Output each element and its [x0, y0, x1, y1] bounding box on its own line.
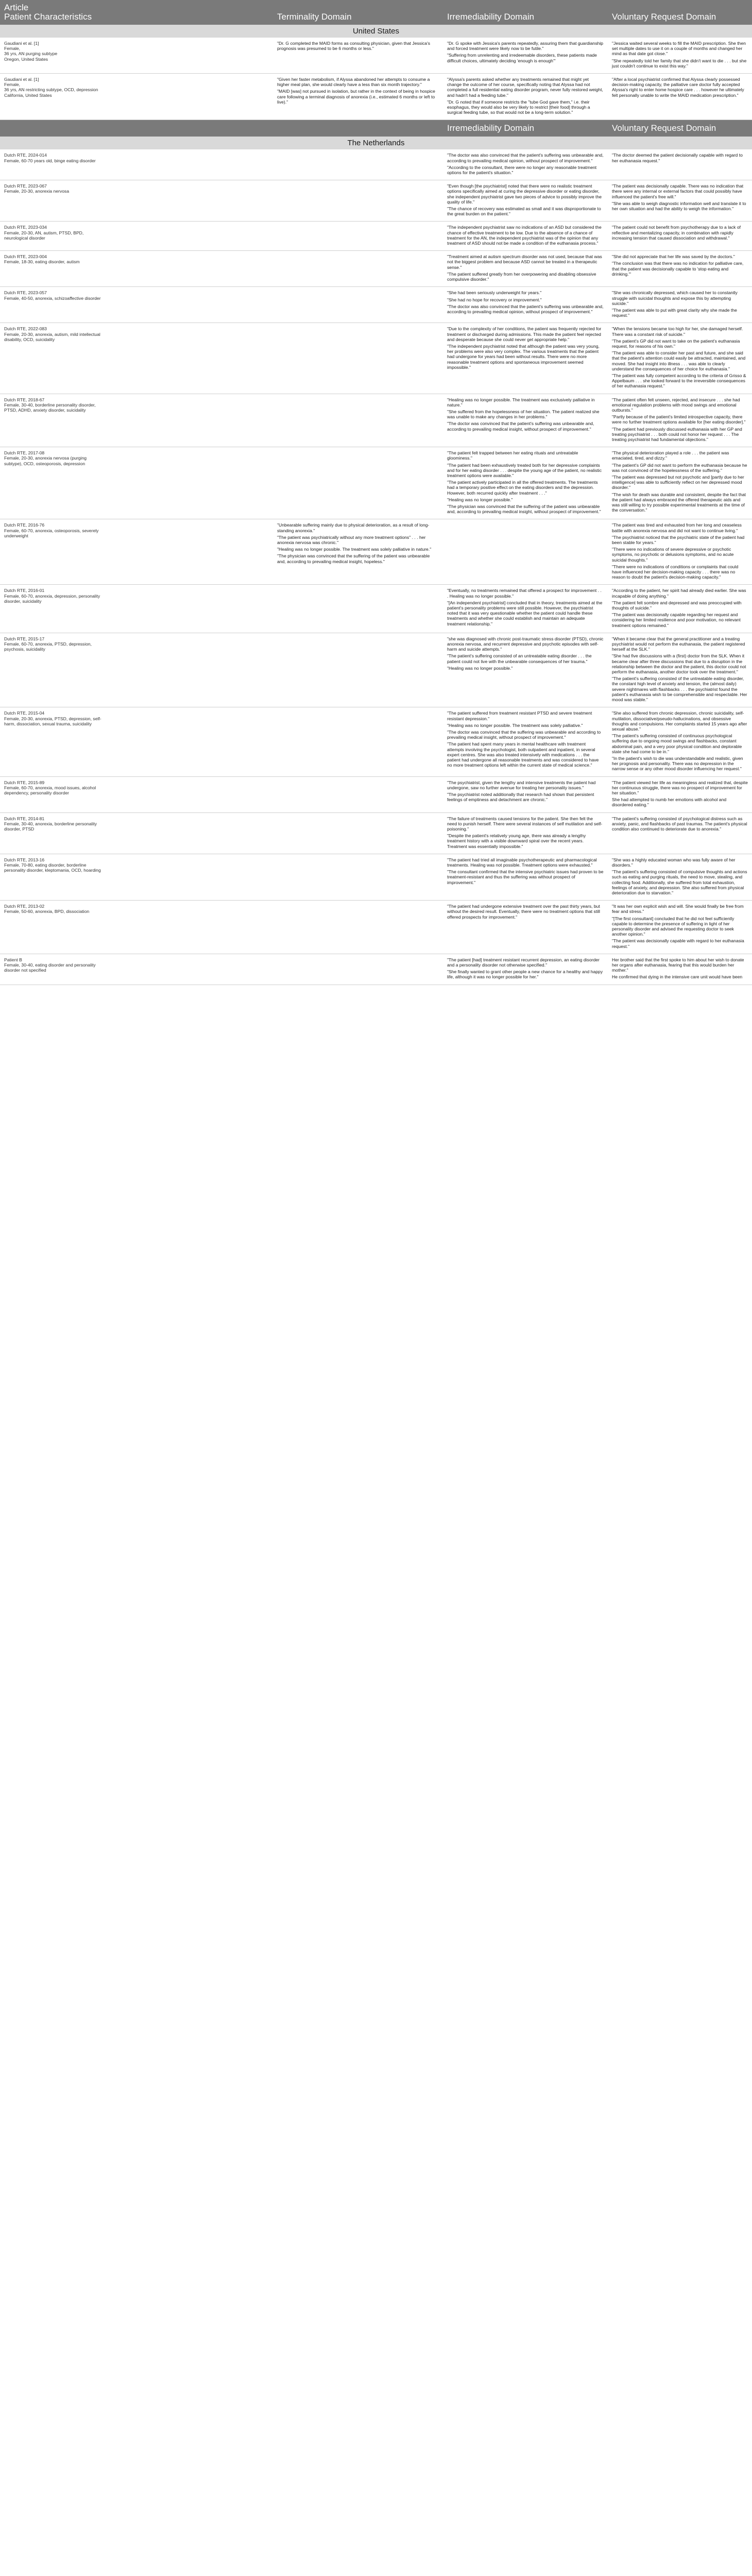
- voluntary-cell: [608, 854, 752, 900]
- characteristics-text: Female, 60-70, anorexia, PTSD, depression, psychosis, suicidality: [4, 641, 92, 652]
- article-citation: Dutch RTE, 2015-17: [4, 636, 45, 641]
- quote: "She had been seriously underweight for years.": [447, 290, 542, 296]
- article-citation: Dutch RTE, 2014-81: [4, 816, 45, 821]
- irremediability-cell: [443, 633, 608, 707]
- quote: "There were no indications of severe depressive or psychotic symptoms, no psychotic or delusions symptoms, and no acute suicidal thoughts.": [612, 547, 734, 563]
- blank-cell: [108, 149, 273, 180]
- blank-cell: [108, 38, 273, 74]
- patient-characteristics: [0, 323, 108, 394]
- quote: "After a local psychiatrist confirmed that Alyssa clearly possessed decision-making capacity, the palliative care doctor fully accepted Alyssa's right to enter home hospice care . . . however he ultimately felt personally unable to write the MAID medication prescription.": [612, 77, 744, 98]
- quote: "The patient's suffering consisted of the untreatable eating disorder, the constant high level of anxiety and tension, the (almost daily) severe nightmares with flashbacks . . . the psychiatrist found the patient's euthanasia wish to be comprehensible and respectable. Her mood was stable.": [612, 676, 747, 703]
- quote: "The patient's suffering consisted of compulsive thoughts and actions such as eating and purging rituals, the need to move, stealing, and collecting food. Additionally, she suffered from total exhaustion, feelings of anxiety, and depression. She also suffered from physical deterioration due to starvation.": [612, 869, 747, 895]
- irremediability-cell: [443, 222, 608, 251]
- terminality-cell: [273, 447, 443, 519]
- characteristics-text: Female, 20-30, anorexia, PTSD, depression, self-harm, dissociation, sexual trauma, suicidality: [4, 716, 101, 726]
- terminality-cell: [273, 901, 443, 954]
- characteristics-text: Female, 40-50, anorexia, schizoaffective disorder: [4, 295, 101, 301]
- quote: "The patient actively participated in all the offered treatments. The treatments had a temporary positive effect on the eating disorders and the depression. However, both recurred quickly after treatment . . .": [447, 480, 598, 496]
- quote: "She had no hope for recovery or improvement.": [447, 297, 542, 302]
- quote: "The patient viewed her life as meaningless and realized that, despite her continuous struggle, there was no prospect of improvement for her situation.": [612, 779, 748, 795]
- terminality-cell: [273, 38, 443, 74]
- quote: "The patient had undergone extensive treatment over the past thirty years, but without the desired result. Eventually, there were no treatment options that still offered prospects for improvement.": [447, 904, 600, 920]
- blank-cell: [108, 519, 273, 585]
- table-row: [0, 74, 752, 120]
- quote: "she was diagnosed with chronic post-traumatic stress disorder (PTSD), chronic anorexia nervosa, and recurrent depressive and psychotic episodes with self-harm and suicide attempts.": [447, 636, 604, 652]
- quote: "She was a highly educated woman who was fully aware of her disorders.": [612, 857, 736, 868]
- characteristics-text: Female, 30-40, borderline personality disorder, PTSD, ADHD, anxiety disorder, suicidality: [4, 402, 96, 413]
- terminality-cell: [273, 323, 443, 394]
- terminality-cell: [273, 287, 443, 323]
- quote: "The independent psychiatrist saw no indications of an ASD but considered the chance of effective treatment to be low. Due to the absence of a chance of treatment for the AN, the independent psychiatrist was of the opinion that any treatment of ASD should not be made a condition of the euthanasia process.": [447, 225, 602, 246]
- irremediability-cell: [443, 74, 608, 120]
- blank-cell: [108, 180, 273, 222]
- patient-characteristics: [0, 287, 108, 323]
- table-header: [0, 0, 752, 25]
- patient-characteristics: [0, 954, 108, 985]
- quote: "According to the consultant, there were no longer any reasonable treatment options for the patient's situation.": [447, 164, 597, 176]
- quote: "The physician was convinced that the suffering of the patient was unbearable and, according to prevailing medical insight, without prospect of improvement.": [447, 504, 601, 515]
- quote: "She repeatedly told her family that she didn't want to die . . . but she just couldn't continue to exist this way.": [612, 58, 747, 69]
- terminality-cell: [273, 149, 443, 180]
- quote: "The patient had tried all imaginable psychotherapeutic and pharmacological treatments. Healing was not possible. Treatment options were exhausted.": [447, 857, 597, 868]
- patient-characteristics: [0, 251, 108, 287]
- section-title-us: United States: [0, 25, 752, 38]
- quote: "The patient often felt unseen, rejected, and insecure . . . she had emotional regulation problems with mood swings and emotional outbursts.": [612, 397, 740, 413]
- table-row: [0, 323, 752, 394]
- quote: "The patient had spent many years in mental healthcare with treatment attempts involving the psychologist, both outpatient and inpatient, in several expert centres. She was also treated intensively with medications . . . the patient had undergone all reasonable treatments and was considered to have no more treatment options left within the current state of medical science.": [447, 741, 599, 768]
- article-citation: Dutch RTE, 2018-67: [4, 397, 45, 402]
- quote: "The patient was decisionally capable regarding her request and considering her limited resilience and poor motivation, no relevant treatment options remained.": [612, 612, 741, 628]
- voluntary-domain-label: Voluntary Request Domain: [608, 120, 752, 137]
- table-row: [0, 954, 752, 985]
- section-row: [0, 137, 752, 149]
- irremediability-cell: [443, 394, 608, 447]
- characteristics-text: Female, 60-70, anorexia, osteoporosis, severely underweight: [4, 528, 99, 538]
- blank-cell: [108, 287, 273, 323]
- irremediability-cell: [443, 854, 608, 900]
- table-row: [0, 901, 752, 954]
- terminality-header: Terminality Domain: [273, 0, 443, 25]
- irremediability-cell: [443, 287, 608, 323]
- voluntary-cell: [608, 38, 752, 74]
- quote: "It was her own explicit wish and will. She would finally be free from fear and stress.": [612, 904, 744, 914]
- terminality-cell: [273, 394, 443, 447]
- quote: "The patient was depressed but not psychotic and [partly due to her intelligence] was able to sufficiently reflect on her depressed mood disorder.": [612, 474, 744, 490]
- quote: "The patient was able to consider her past and future, and she said that the patient's attention could easily be attracted, maintained, and moved. She had insight into illness . . . was able to clearly understand the consequences of her choice for euthanasia.": [612, 350, 746, 371]
- patient-characteristics: [0, 812, 108, 854]
- terminality-cell: [273, 854, 443, 900]
- table-row: [0, 180, 752, 222]
- quote: She had attempted to numb her emotions with alcohol and disordered eating.": [612, 797, 727, 808]
- blank-cell: [108, 323, 273, 394]
- blank-cell: [108, 901, 273, 954]
- quote: "The failure of treatments caused tensions for the patient. She then felt the need to punish herself. There were several instances of self mutilation and self-poisoning.": [447, 816, 603, 832]
- characteristics-text: Female, 20-30, anorexia, autism, mild intellectual disability, OCD, suicidality: [4, 331, 100, 342]
- patient-characteristics: [0, 149, 108, 180]
- voluntary-cell: [608, 74, 752, 120]
- terminality-cell: [273, 585, 443, 633]
- quote: "In the patient's wish to die was understandable and realistic, given her prognosis and personality. There was no depression in the narrow sense or any other mood disorder influencing her request.": [612, 755, 743, 772]
- quote: "The doctor was convinced that the suffering was unbearable and according to prevailing medical insight, without prospect of improvement.": [447, 729, 601, 740]
- quote: "The physician was convinced that the suffering of the patient was unbearable and, according to prevailing medical insight, hopeless.": [277, 553, 430, 564]
- table-row: [0, 38, 752, 74]
- terminality-cell: [273, 74, 443, 120]
- terminality-cell: [273, 776, 443, 812]
- table-row: [0, 447, 752, 519]
- quote: "The patient suffered greatly from her overpowering and disabling obsessive compulsive disorder.": [447, 271, 596, 282]
- irremediability-cell: [443, 323, 608, 394]
- patient-characteristics: [0, 180, 108, 222]
- article-citation: Patient B: [4, 957, 22, 962]
- patient-characteristics: [0, 633, 108, 707]
- blank-cell: [108, 394, 273, 447]
- irremediability-cell: [443, 38, 608, 74]
- table-row: [0, 585, 752, 633]
- article-citation: Dutch RTE, 2016-76: [4, 522, 45, 528]
- quote: "Dr. G noted that if someone restricts the "tube God gave them," i.e. their esophagus, they would also be very likely to restrict [their food] through a surgical feeding tube, so that would not be a long-term solution.": [447, 99, 590, 115]
- blank-cell: [108, 251, 273, 287]
- article-citation: Dutch RTE, 2023-057: [4, 290, 47, 296]
- quote: "The patient suffered from treatment resistant PTSD and severe treatment resistant depression.": [447, 710, 592, 721]
- voluntary-cell: [608, 222, 752, 251]
- blank-domain-cell: [0, 120, 443, 137]
- blank-cell: [108, 707, 273, 776]
- table-row: [0, 394, 752, 447]
- quote: "There were no indications of conditions or complaints that could have influenced her decision-making capacity . . . there was no reason to doubt the patient's decision-making capacity.": [612, 564, 739, 580]
- article-citation: Dutch RTE, 2023-004: [4, 254, 47, 260]
- quote: "The wish for death was durable and consistent, despite the fact that the patient had always embraced the offered therapeutic aids and was still willing to try possible experimental treatments at the time of the conversation.": [612, 492, 746, 513]
- quote: "Due to the complexity of her conditions, the patient was frequently rejected for treatment or discharged during admissions. This made the patient feel rejected and desperate because she could never get appropriate help.": [447, 326, 602, 342]
- table-row: [0, 222, 752, 251]
- voluntary-cell: [608, 323, 752, 394]
- quote: "The patient had previously discussed euthanasia with her GP and treating psychiatrist . . . both could not honor her request . . . The treating psychiatrist had fundamental objections.": [612, 426, 742, 442]
- quote: "Suffering from unrelenting and irredeemable disorders, these patients made difficult choices, ultimately deciding 'enough is enough'": [447, 53, 597, 63]
- quote: "The psychiatrist, given the lengthy and intensive treatments the patient had undergone, saw no further avenue for treating her personality issues.": [447, 779, 596, 790]
- quote: "MAID [was] not pursued in isolation, but rather in the context of being in hospice care following a terminal diagnosis of anorexia (i.e., estimated 6 months or left to live).": [277, 89, 435, 105]
- quote: "The conclusion was that there was no indication for palliative care, that the patient was decisionally capable to 'stop eating and drinking.'": [612, 261, 744, 277]
- irremediability-domain-label: Irremediability Domain: [443, 120, 608, 137]
- quote: "The patient was tired and exhausted from her long and ceaseless battle with anorexia nervosa and did not want to continue living.": [612, 522, 742, 533]
- terminality-cell: [273, 519, 443, 585]
- patient-characteristics: [0, 38, 108, 74]
- article-citation: Dutch RTE, 2013-16: [4, 857, 45, 862]
- quote: "Eventually, no treatments remained that offered a prospect for improvement . . . Healing was no longer possible.": [447, 588, 602, 599]
- patient-characteristics: [0, 854, 108, 900]
- quote: "Despite the patient's relatively young age, there was already a lengthy treatment history with a visible downward spiral over the recent years. Treatment was essentially impossible.": [447, 833, 586, 849]
- patient-characteristics: [0, 222, 108, 251]
- voluntary-cell: [608, 776, 752, 812]
- quote: "Healing was no longer possible.": [447, 665, 513, 671]
- irremediability-header: Irremediability Domain: [443, 0, 608, 25]
- nl-section: [0, 149, 752, 985]
- voluntary-cell: [608, 447, 752, 519]
- irremediability-cell: [443, 251, 608, 287]
- quote: "The psychiatrist noted additionally that research had shown that persistent feelings of emptiness and detachment are chronic.": [447, 791, 594, 803]
- characteristics-text: Female, 60-70 years old, binge eating disorder: [4, 158, 96, 163]
- quote: "Healing was no longer possible. The treatment was solely palliative in nature.": [277, 547, 432, 552]
- blank-cell: [108, 954, 273, 985]
- patient-characteristics: [0, 901, 108, 954]
- table-row: [0, 812, 752, 854]
- terminality-cell: [273, 707, 443, 776]
- article-citation: Dutch RTE, 2017-08: [4, 450, 45, 456]
- quote: "[An independent psychiatrist] concluded that in theory, treatments aimed at the patient's personality problems were still possible. However, the psychiatrist noted that it was very questionable whether the patient could handle these treatments and whether she could establish and maintain an adequate treatment relationship.": [447, 600, 603, 626]
- characteristics-text: Female, 18-30, eating disorder, autism: [4, 259, 80, 265]
- quote: "When it became clear that the general practitioner and a treating psychiatrist would not perform the euthanasia, the patient registered herself at the SLK.": [612, 636, 745, 652]
- table-row: [0, 519, 752, 585]
- quote: "She had five discussions with a (first) doctor from the SLK. When it became clear after three discussions that due to a disruption in the relationship between the doctor and the patient, this doctor could not perform the euthanasia, another doctor took over the treatment.": [612, 653, 746, 675]
- characteristics-text: Female, 60-70, anorexia, depression, personality disorder, suicidality: [4, 593, 100, 604]
- quote: "She also suffered from chronic depression, chronic suicidality, self-mutilation, dissociative/pseudo-hallucinations, and obsessive thoughts and compulsions. Her complaints started 15 years ago after sexual abuse.": [612, 710, 747, 732]
- quote: Her brother said that the first spoke to him about her wish to donate her organs after euthanasia, fearing that this would burden her mother.": [612, 957, 744, 973]
- quote: "Healing was no longer possible.": [447, 497, 513, 502]
- section-title-nl: The Netherlands: [0, 137, 752, 149]
- voluntary-cell: [608, 901, 752, 954]
- characteristics-text: Female, 36 yrs, AN restricting subtype, OCD, depression California, United States: [4, 82, 98, 98]
- voluntary-cell: [608, 707, 752, 776]
- article-citation: Dutch RTE, 2022-083: [4, 326, 47, 332]
- quote: "Healing was no longer possible. The treatment was solely palliative.": [447, 722, 583, 728]
- quote: "The independent psychiatrist noted that although the patient was very young, her problems were also very complex. The various treatments that the patient had undergone for years had been without results. There were no more reasonable treatment options and spontaneous improvement seemed impossible.": [447, 343, 600, 370]
- quote: "The patient was decisionally capable. There was no indication that there were any internal or external factors that could possibly have influenced the patient's free will.": [612, 183, 744, 199]
- quote: "[The first consultant] concluded that he did not feel sufficiently capable to determine the presence of suffering in light of her personality disorder and advised the requesting doctor to seek another opinion.": [612, 916, 734, 937]
- characteristics-text: Female, 20-30, AN, autism, PTSD, BPD, neurological disorder: [4, 230, 84, 241]
- quote: "The patient had been exhaustively treated both for her depressive complaints and for her eating disorder . . . despite the young age of the patient, no realistic treatment options were available.": [447, 462, 602, 478]
- blank-cell: [108, 447, 273, 519]
- empty-header: [108, 0, 273, 25]
- characteristics-text: Female, 20-30, anorexia nervosa: [4, 189, 70, 194]
- quote: "The doctor was convinced that the patient's suffering was unbearable and, according to prevailing medical insight, without prospect of improvement.": [447, 421, 594, 432]
- nl-section-header: [0, 120, 752, 150]
- table-row: [0, 633, 752, 707]
- table-row: [0, 287, 752, 323]
- quote: "The doctor was also convinced that the patient's suffering was unbearable and, according to prevailing medical opinion, without prospect of improvement.": [447, 303, 604, 314]
- quote: "Unbearable suffering mainly due to physical deterioration, as a result of long-standing anorexia.": [277, 522, 430, 533]
- characteristics-text: Female, 60-70, anorexia, mood issues, alcohol dependency, personality disorder: [4, 785, 96, 795]
- irremediability-cell: [443, 707, 608, 776]
- quote: "The patient's GP did not want to take on the patient's euthanasia request, for reasons of his own.": [612, 338, 740, 349]
- blank-cell: [108, 585, 273, 633]
- characteristics-text: Female, 36 yrs, AN purging subtype Oregon, United States: [4, 46, 58, 62]
- quote: "The psychiatrist noticed that the psychiatric state of the patient had been stable for years.": [612, 534, 745, 546]
- quote: "She did not appreciate that her life was saved by the doctors.": [612, 254, 735, 260]
- voluntary-cell: [608, 585, 752, 633]
- us-section: [0, 25, 752, 120]
- quote: "Jessica waited several weeks to fill the MAID prescription. She then set multiple dates to use it on a couple of months and changed her mind as that date got close.": [612, 41, 746, 57]
- quote: "Alyssa's parents asked whether any treatments remained that might yet change the outcome of her course, specifically noting that Alyssa had not completed a full residential eating disorder program, never fully restored weight, and hadn't had a feeding tube.": [447, 77, 603, 98]
- quote: "She was able to weigh diagnostic information well and translate it to her own situation and had the ability to weigh the information.": [612, 200, 746, 212]
- irremediability-cell: [443, 519, 608, 585]
- terminality-cell: [273, 812, 443, 854]
- terminality-cell: [273, 251, 443, 287]
- terminality-cell: [273, 954, 443, 985]
- characteristics-text: Female, 50-60, anorexia, BPD, dissociation: [4, 909, 90, 914]
- article-citation: Gaudiani et al. [1]: [4, 77, 39, 82]
- article-header: Article Patient Characteristics: [0, 0, 108, 25]
- quote: "The patient was psychiatrically without any more treatment options" . . . her anorexia nervosa was chronic.": [277, 534, 426, 546]
- blank-cell: [108, 776, 273, 812]
- voluntary-cell: [608, 954, 752, 985]
- blank-cell: [108, 854, 273, 900]
- characteristics-text: Female, 30-40, anorexia, borderline personality disorder, PTSD: [4, 821, 97, 832]
- irremediability-cell: [443, 776, 608, 812]
- irremediability-cell: [443, 585, 608, 633]
- section-row: [0, 25, 752, 38]
- quote: "Treatment aimed at autism spectrum disorder was not used, because that was not the biggest problem and because ASD cannot be treated in a therapeutic sense.": [447, 254, 602, 270]
- characteristics-text: Female, 20-30, anorexia nervosa (purging subtype), OCD, osteoporosis, depression: [4, 455, 87, 466]
- patient-characteristics: [0, 707, 108, 776]
- quote: "The consultant confirmed that the intensive psychiatric issues had proven to be treatment-resistant and thus the suffering was without prospect of improvement.": [447, 869, 604, 885]
- quote: "The patient was decisionally capable with regard to her euthanasia request.": [612, 938, 744, 949]
- article-citation: Dutch RTE, 2013-02: [4, 904, 45, 909]
- irremediability-cell: [443, 954, 608, 985]
- blank-cell: [108, 812, 273, 854]
- article-citation: Dutch RTE, 2016-01: [4, 588, 45, 594]
- irremediability-cell: [443, 901, 608, 954]
- voluntary-cell: [608, 394, 752, 447]
- patient-table: [0, 0, 752, 985]
- blank-cell: [108, 222, 273, 251]
- quote: "The patient's GP did not want to perform the euthanasia because he was not convinced of the hopelessness of the suffering.": [612, 462, 747, 473]
- voluntary-cell: [608, 633, 752, 707]
- quote: "Partly because of the patient's limited introspective capacity, there were no further treatment options available for [her eating disorder].": [612, 414, 746, 425]
- article-citation: Dutch RTE, 2023-067: [4, 183, 47, 189]
- quote: "Dr. G completed the MAID forms as consulting physician, given that Jessica's prognosis was presumed to be 6 months or less.": [277, 41, 431, 52]
- irremediability-cell: [443, 447, 608, 519]
- voluntary-cell: [608, 251, 752, 287]
- voluntary-cell: [608, 149, 752, 180]
- table-row: [0, 776, 752, 812]
- blank-cell: [108, 633, 273, 707]
- quote: "The patient felt trapped between her eating rituals and untreatable gloominess.": [447, 450, 578, 461]
- patient-characteristics: [0, 74, 108, 120]
- quote: "The physical deterioration played a role . . . the patient was emaciated, tired, and dizzy.": [612, 450, 729, 461]
- quote: "The chance of recovery was estimated as small and it was disproportionate to the great burden on the patient.": [447, 206, 601, 217]
- article-citation: Dutch RTE, 2015-89: [4, 779, 45, 785]
- irremediability-cell: [443, 180, 608, 222]
- quote: "Given her faster metabolism, if Alyssa abandoned her attempts to consume a higher meal plan, she would clearly have a less than six month trajectory.": [277, 77, 430, 88]
- quote: "When the tensions became too high for her, she damaged herself. There was a constant risk of suicide.": [612, 326, 743, 337]
- voluntary-cell: [608, 519, 752, 585]
- quote: "The patient was able to put with great clarity why she made the request.": [612, 307, 737, 318]
- quote: "The patient could not benefit from psychotherapy due to a lack of reflective and mentalizing capacity, in combination with rapidly increasing tension that caused dissociation and withdrawal.": [612, 225, 741, 241]
- voluntary-cell: [608, 287, 752, 323]
- article-citation: Dutch RTE, 2015-04: [4, 710, 45, 716]
- quote: "She was chronically depressed, which caused her to constantly struggle with suicidal thoughts and expose this by attempting suicide.": [612, 290, 738, 306]
- voluntary-cell: [608, 180, 752, 222]
- table-row: [0, 149, 752, 180]
- patient-characteristics: [0, 585, 108, 633]
- quote: "She suffered from the hopelessness of her situation. The patient realized she was unable to make any changes in her problems.": [447, 409, 600, 420]
- quote: "Healing was no longer possible. The treatment was exclusively palliative in nature.": [447, 397, 595, 408]
- patient-characteristics: [0, 776, 108, 812]
- article-citation: Dutch RTE, 2023-034: [4, 225, 47, 230]
- quote: "The patient felt sombre and depressed and was preoccupied with thoughts of suicide.": [612, 600, 742, 611]
- irremediability-cell: [443, 149, 608, 180]
- terminality-cell: [273, 222, 443, 251]
- blank-cell: [108, 74, 273, 120]
- quote: "The patient's suffering consisted of psychological distress such as anxiety, panic, and flashbacks of past traumas. The patient's physical condition also continued to deteriorate due to anorexia.": [612, 816, 747, 832]
- quote: "The patient's suffering consisted of continuous psychological suffering due to ongoing mood swings and flashbacks, constant abdominal pain, and a very poor physical condition and deplorable state she had come to be in.": [612, 733, 742, 754]
- voluntary-header: Voluntary Request Domain: [608, 0, 752, 25]
- table-row: [0, 251, 752, 287]
- patient-characteristics: [0, 447, 108, 519]
- quote: "The patient was fully competent according to the criteria of Grisso & Appelbaum . . . she looked forward to the irreversible consequences of her euthanasia request.": [612, 372, 746, 389]
- article-citation: Dutch RTE, 2024-014: [4, 152, 47, 158]
- characteristics-text: Female, 70-80, eating disorder, borderline personality disorder, kleptomania, OCD, hoarding: [4, 862, 101, 873]
- patient-characteristics: [0, 519, 108, 585]
- irremediability-cell: [443, 812, 608, 854]
- article-citation: Gaudiani et al. [1]: [4, 41, 39, 46]
- quote: "According to the patient, her spirit had already died earlier. She was incapable of doing anything.": [612, 588, 746, 599]
- quote: "She finally wanted to grant other people a new chance for a healthy and happy life, although it was no longer possible for her.": [447, 969, 603, 980]
- voluntary-cell: [608, 812, 752, 854]
- quote: "The doctor deemed the patient decisionally capable with regard to her euthanasia request.": [612, 152, 743, 163]
- quote: "Even though [the psychiatrist] noted that there were no realistic treatment options specifically aimed at curing the depressive disorder or eating disorder, she independent psychiatrist gave two pieces of advice to possibly improve the quality of life.": [447, 183, 602, 205]
- quote: He confirmed that dying in the intensive care unit would have been: [612, 974, 743, 980]
- quote: "The patient's suffering consisted of an untreatable eating disorder . . . the patient could not live with the unbearable consequences of her trauma.": [447, 653, 592, 664]
- patient-characteristics: [0, 394, 108, 447]
- terminality-cell: [273, 180, 443, 222]
- terminality-cell: [273, 633, 443, 707]
- domain-header-row: [0, 120, 752, 137]
- quote: "The doctor was also convinced that the patient's suffering was unbearable and, according to prevailing medical opinion, without prospect of improvement.": [447, 152, 604, 163]
- characteristics-text: Female, 30-40, eating disorder and personality disorder not specified: [4, 962, 96, 973]
- table-row: [0, 854, 752, 900]
- quote: "The patient [had] treatment resistant recurrent depression, an eating disorder and a personality disorder not otherwise specified.": [447, 957, 600, 968]
- quote: "Dr. G spoke with Jessica's parents repeatedly, assuring them that guardianship and forced treatment were likely now to be futile.": [447, 41, 604, 52]
- table-row: [0, 707, 752, 776]
